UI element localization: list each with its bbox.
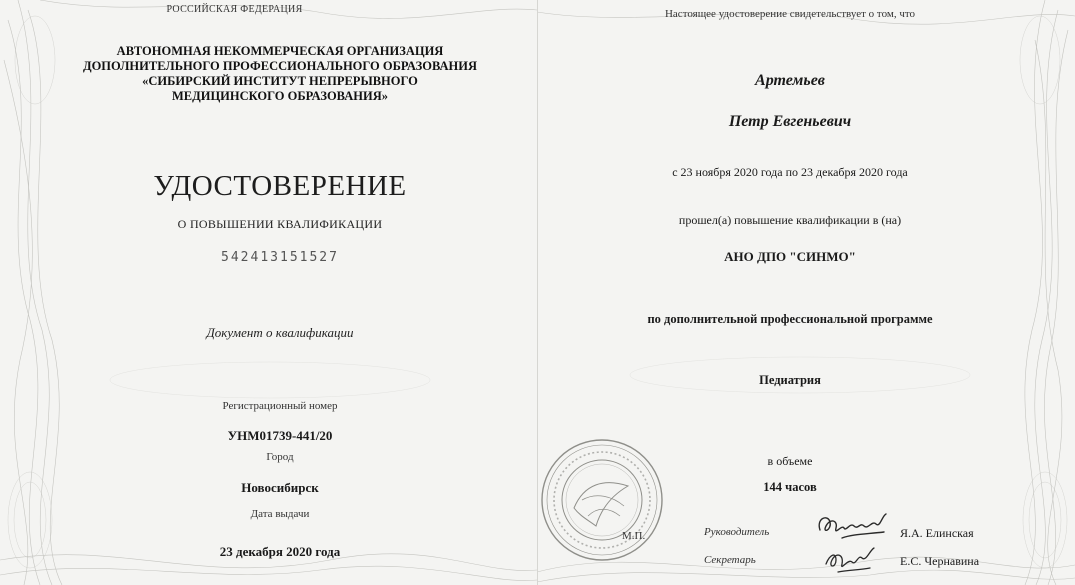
holder-given-names: Петр Евгеньевич <box>728 113 852 130</box>
registration-number: УНМ01739-441/20 <box>227 428 333 443</box>
institution-name: АНО ДПО "СИНМО" <box>724 249 856 264</box>
organization-line: АВТОНОМНАЯ НЕКОММЕРЧЕСКАЯ ОРГАНИЗАЦИЯ <box>116 44 444 58</box>
qualification-doc-label: Документ о квалификации <box>206 325 354 340</box>
secretary-label: Секретарь <box>704 554 756 566</box>
organization-name <box>80 44 480 104</box>
hours-value: 144 часов <box>763 480 817 494</box>
certifies-text: Настоящее удостоверение свидетельствует о том, что <box>664 8 916 20</box>
registration-number-label: Регистрационный номер <box>222 400 338 412</box>
volume-label: в объеме <box>767 454 813 468</box>
city-label: Город <box>266 451 294 463</box>
organization-line: МЕДИЦИНСКОГО ОБРАЗОВАНИЯ» <box>172 89 388 103</box>
seal-place-label: М.П. <box>622 530 646 542</box>
program-label: по дополнительной профессиональной программе <box>647 312 933 326</box>
secretary-signature-icon <box>820 542 880 576</box>
document-number: 542413151527 <box>221 250 339 265</box>
secretary-name: Е.С. Чернавина <box>900 554 980 568</box>
official-seal-icon <box>538 436 666 564</box>
training-period: с 23 ноября 2020 года по 23 декабря 2020 года <box>672 165 908 179</box>
issue-date: 23 декабря 2020 года <box>219 544 341 559</box>
document-title: УДОСТОВЕРЕНИЕ <box>153 170 407 202</box>
organization-line: ДОПОЛНИТЕЛЬНОГО ПРОФЕССИОНАЛЬНОГО ОБРАЗОВАНИЯ <box>82 59 478 73</box>
city-value: Новосибирск <box>241 480 319 495</box>
country-label: РОССИЙСКАЯ ФЕДЕРАЦИЯ <box>166 4 303 15</box>
head-label: Руководитель <box>704 526 770 538</box>
document-subtitle: О ПОВЫШЕНИИ КВАЛИФИКАЦИИ <box>177 217 383 231</box>
organization-line: «СИБИРСКИЙ ИНСТИТУТ НЕПРЕРЫВНОГО <box>142 74 418 88</box>
head-signature-icon <box>812 510 892 544</box>
head-name: Я.А. Елинская <box>900 526 974 540</box>
holder-surname: Артемьев <box>755 72 825 89</box>
completed-text: прошел(а) повышение квалификации в (на) <box>678 213 902 227</box>
program-name: Педиатрия <box>759 373 821 387</box>
issue-date-label: Дата выдачи <box>250 508 310 520</box>
